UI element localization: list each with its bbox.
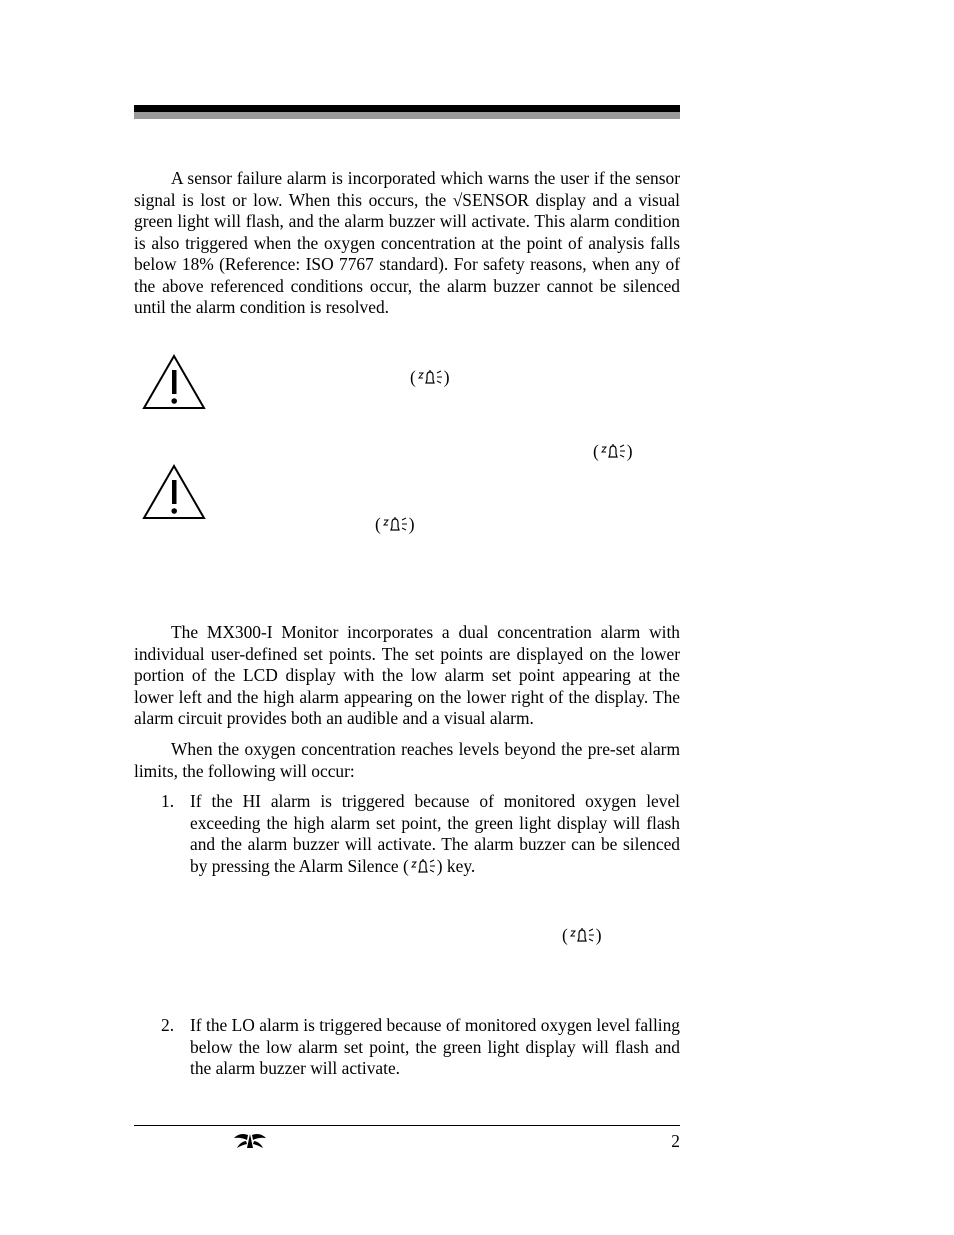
list-item bbox=[134, 1015, 680, 1080]
list-number: 1. bbox=[161, 791, 175, 811]
alarm-silence-symbol: ( ) bbox=[375, 514, 415, 534]
header-rule-black bbox=[134, 105, 680, 112]
alarm-silence-symbol: ( ) bbox=[593, 441, 633, 461]
list-item bbox=[134, 791, 680, 877]
footer-rule bbox=[134, 1125, 680, 1126]
bell-icon bbox=[568, 926, 596, 944]
list-text: If the HI alarm is triggered because of monitored oxygen level exceeding the high alarm set point, the green light display will flash and the alarm buzzer will activate. The alarm buzzer can be silenced by pressing the Alarm Silence ( ) key. bbox=[190, 791, 680, 876]
bell-icon bbox=[599, 442, 627, 460]
bell-icon bbox=[416, 368, 444, 386]
company-logo-icon bbox=[232, 1130, 268, 1150]
paragraph-beyond-limits: When the oxygen concentration reaches levels beyond the pre-set alarm limits, the following will occur: bbox=[134, 739, 680, 781]
alarm-silence-symbol: ( ) bbox=[562, 925, 602, 945]
header-rule-gray bbox=[134, 112, 680, 119]
alarm-silence-symbol: ( ) bbox=[410, 367, 450, 387]
list-number: 2. bbox=[161, 1015, 175, 1035]
warning-icon bbox=[142, 354, 206, 410]
list-text: If the LO alarm is triggered because of monitored oxygen level falling below the low alarm set point, the green light display will flash and the alarm buzzer will activate. bbox=[190, 1015, 680, 1078]
paragraph-dual-alarm: The MX300-I Monitor incorporates a dual concentration alarm with individual user-defined set points. The set points are displayed on the lower portion of the LCD display with the low alarm set point appearing at the lower left and the high alarm appearing on the lower right of the display. The alarm circuit provides both an audible and a visual alarm. bbox=[134, 622, 680, 728]
bell-icon bbox=[381, 515, 409, 533]
page-number: 2 bbox=[671, 1131, 680, 1151]
warning-icon bbox=[142, 464, 206, 520]
bell-icon bbox=[409, 857, 437, 875]
paragraph-sensor-failure: A sensor failure alarm is incorporated which warns the user if the sensor signal is lost or low. When this occurs, the √SENSOR display and a visual green light will flash, and the alarm buzzer will activate. This alarm condition is also triggered when the oxygen concentration at the point of analysis falls below 18% (Reference: ISO 7767 standard). For safety reasons, when any of the above referenced conditions occur, the alarm buzzer cannot be silenced until the alarm condition is resolved. bbox=[134, 168, 680, 317]
